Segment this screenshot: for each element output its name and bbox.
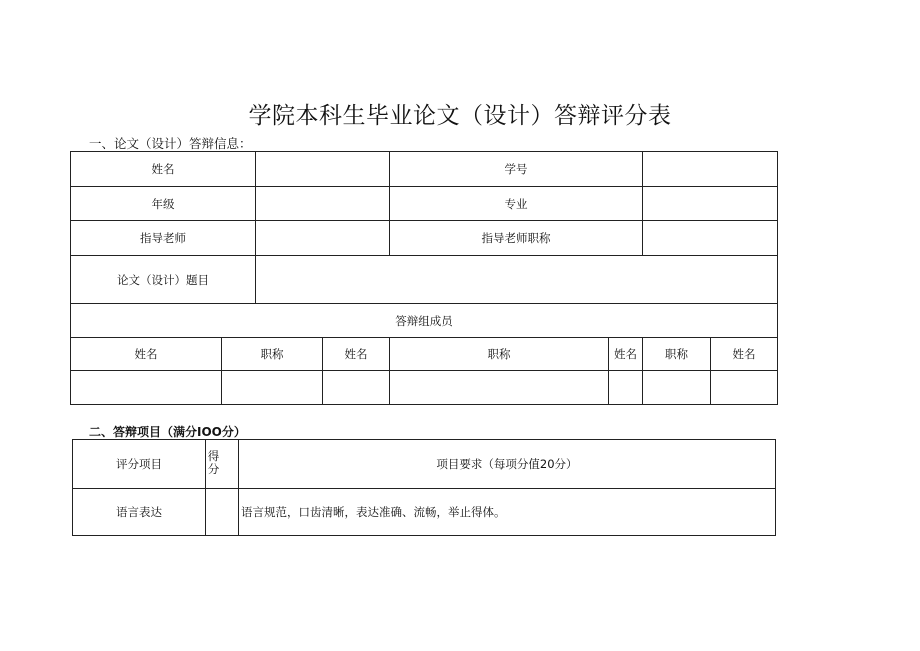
label-advisor: 指导老师 (71, 221, 256, 256)
committee-header-name-4: 姓名 (711, 338, 778, 371)
label-committee: 答辩组成员 (71, 304, 778, 338)
scoring-table (72, 439, 776, 536)
committee-cell[interactable] (609, 371, 643, 405)
value-name[interactable] (256, 152, 390, 187)
value-advisor[interactable] (256, 221, 390, 256)
committee-header-name-1: 姓名 (71, 338, 222, 371)
value-grade[interactable] (256, 187, 390, 221)
page-title: 学院本科生毕业论文（设计）答辩评分表 (248, 103, 672, 129)
label-student-id: 学号 (390, 152, 643, 187)
value-major[interactable] (643, 187, 778, 221)
committee-header-name-2: 姓名 (323, 338, 390, 371)
header-item: 评分项目 (73, 440, 206, 489)
info-table (70, 151, 778, 405)
committee-cell[interactable] (711, 371, 778, 405)
committee-cell[interactable] (71, 371, 222, 405)
row-item: 语言表达 (73, 489, 206, 536)
header-requirement: 项目要求（每项分值20分） (239, 440, 776, 489)
section-info-heading: 一、论文（设计）答辩信息： (89, 136, 252, 151)
label-name: 姓名 (71, 152, 256, 187)
committee-cell[interactable] (222, 371, 323, 405)
committee-header-title-3: 职称 (643, 338, 711, 371)
committee-header-title-1: 职称 (222, 338, 323, 371)
committee-cell[interactable] (323, 371, 390, 405)
value-thesis-topic[interactable] (256, 256, 778, 304)
label-advisor-title: 指导老师职称 (390, 221, 643, 256)
section-scoring-heading: 二、答辩项目（满分IOO分） (89, 425, 246, 439)
committee-cell[interactable] (643, 371, 711, 405)
value-student-id[interactable] (643, 152, 778, 187)
row-requirement: 语言规范，口齿清晰，表达准确、流畅，举止得体。 (239, 489, 776, 536)
row-score[interactable] (206, 489, 239, 536)
header-score: 得分 (206, 440, 239, 489)
value-advisor-title[interactable] (643, 221, 778, 256)
committee-cell[interactable] (390, 371, 609, 405)
committee-header-title-2: 职称 (390, 338, 609, 371)
label-thesis-topic: 论文（设计）题目 (71, 256, 256, 304)
label-major: 专业 (390, 187, 643, 221)
committee-header-name-3b: 姓名 (609, 338, 643, 371)
label-grade: 年级 (71, 187, 256, 221)
